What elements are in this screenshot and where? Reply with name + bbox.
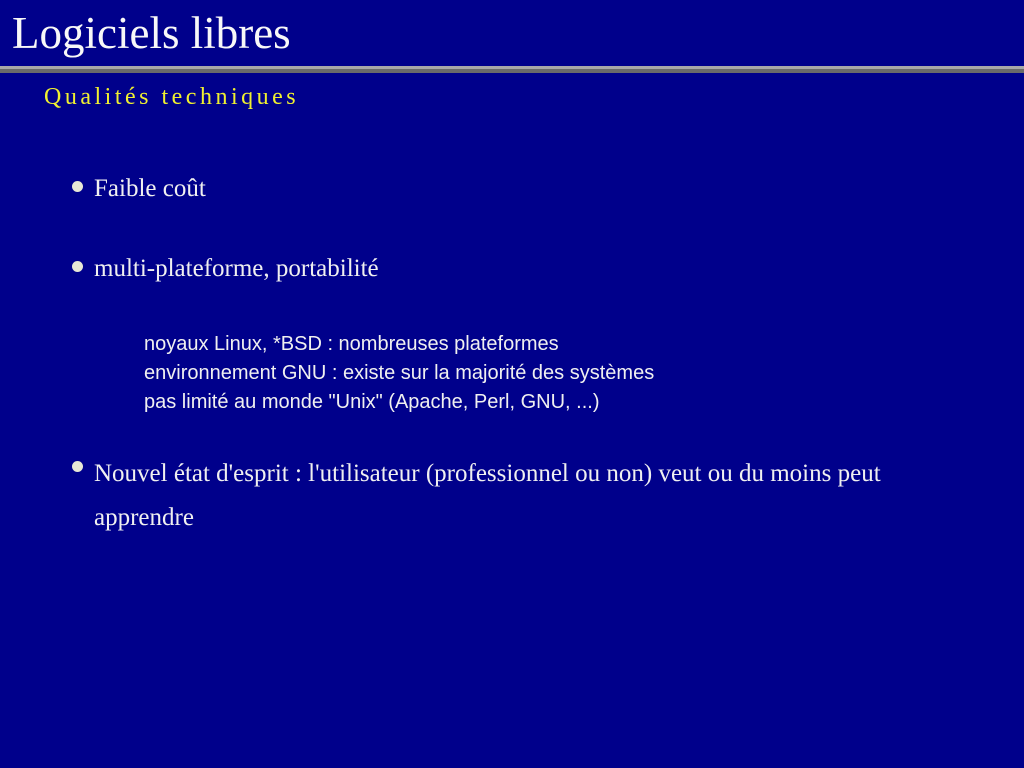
bullet-text: Nouvel état d'esprit : l'utilisateur (professionnel ou non) veut ou du moins peut apprendre [94, 460, 881, 531]
slide-title: Logiciels libres [12, 8, 291, 58]
bullet-item-nouvel-etat [72, 452, 906, 540]
bullet-item-multi-plateforme [72, 252, 379, 285]
slide-subtitle: Qualités techniques [44, 84, 300, 110]
bullet-text: Faible coût [94, 175, 206, 202]
bullet-circle-icon [72, 181, 83, 192]
sub-item-text: noyaux Linux, *BSD : nombreuses plateformes [144, 333, 559, 355]
title-divider [0, 66, 1024, 73]
sub-item-block [144, 330, 654, 417]
bullet-circle-icon [72, 261, 83, 272]
bullet-item-faible-cout [72, 172, 206, 205]
bullet-text: multi-plateforme, portabilité [94, 255, 379, 282]
sub-item-text: environnement GNU : existe sur la majorité des systèmes [144, 362, 655, 384]
sub-item-text: pas limité au monde "Unix" (Apache, Perl, GNU, ...) [144, 391, 600, 413]
bullet-circle-icon [72, 461, 83, 472]
